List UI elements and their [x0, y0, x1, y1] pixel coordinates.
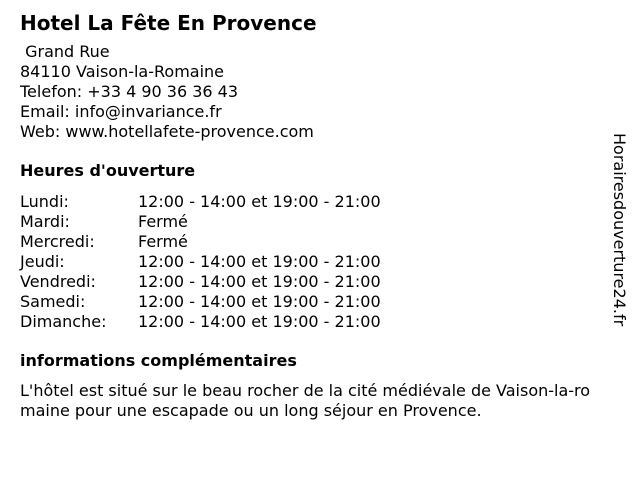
additional-info-heading: informations complémentaires [20, 351, 297, 370]
hours-time: Fermé [138, 232, 188, 251]
hours-row-jeudi [20, 252, 600, 272]
additional-info-text: L'hôtel est situé sur le beau rocher de la cité médiévale de Vaison-la-romaine pour une escapade ou un long séjour en Provence. [20, 381, 591, 420]
hotel-card [20, 10, 600, 421]
hours-time: Fermé [138, 212, 188, 231]
address-street: Grand Rue [20, 42, 110, 61]
hours-day: Lundi: [20, 192, 69, 211]
hours-time: 12:00 - 14:00 et 19:00 - 21:00 [138, 192, 381, 211]
phone-number: Telefon: +33 4 90 36 36 43 [20, 82, 239, 101]
hours-day: Dimanche: [20, 312, 107, 331]
hotel-name: Hotel La Fête En Provence [20, 11, 317, 35]
hours-time: 12:00 - 14:00 et 19:00 - 21:00 [138, 312, 381, 331]
hours-day: Samedi: [20, 292, 86, 311]
opening-hours-heading: Heures d'ouverture [20, 161, 196, 180]
side-brand-watermark: Horairesdouverture24.fr [610, 133, 629, 327]
hours-day: Jeudi: [20, 252, 65, 271]
hours-row-lundi [20, 192, 600, 212]
address-city: 84110 Vaison-la-Romaine [20, 62, 225, 81]
hours-row-samedi [20, 292, 600, 312]
hours-row-mardi [20, 212, 600, 232]
website-url: Web: www.hotellafete-provence.com [20, 122, 314, 141]
email-address: Email: info@invariance.fr [20, 102, 222, 121]
hours-row-mercredi [20, 232, 600, 252]
opening-hours-table [20, 192, 600, 332]
hours-time: 12:00 - 14:00 et 19:00 - 21:00 [138, 292, 381, 311]
hours-day: Mardi: [20, 212, 70, 231]
hours-day: Vendredi: [20, 272, 96, 291]
hours-day: Mercredi: [20, 232, 95, 251]
hotel-contact [20, 42, 600, 142]
hours-time: 12:00 - 14:00 et 19:00 - 21:00 [138, 252, 381, 271]
hours-row-vendredi [20, 272, 600, 292]
hours-time: 12:00 - 14:00 et 19:00 - 21:00 [138, 272, 381, 291]
hours-row-dimanche [20, 312, 600, 332]
